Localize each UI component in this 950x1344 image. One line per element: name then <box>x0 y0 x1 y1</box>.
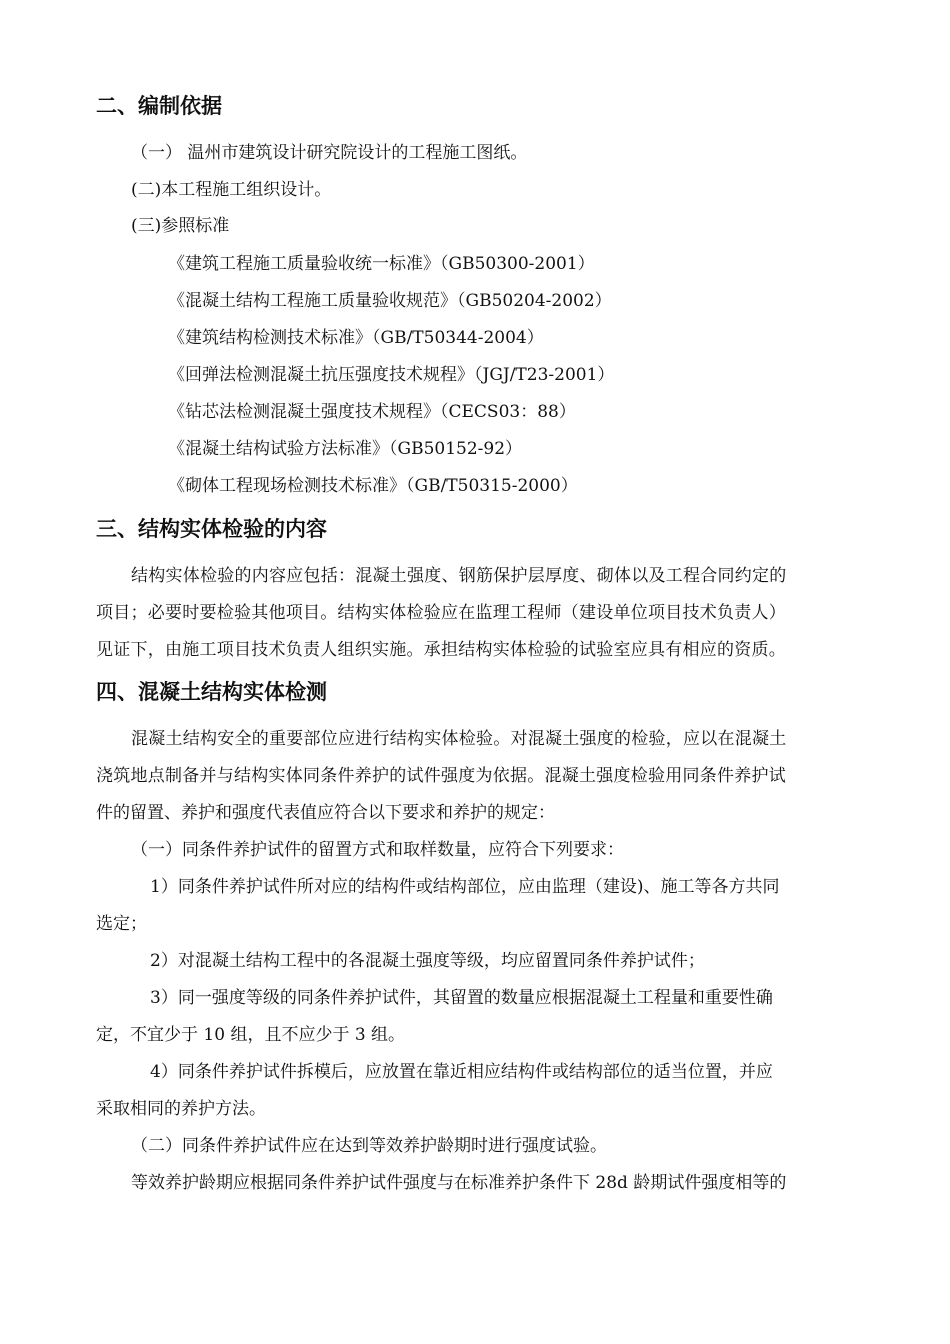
basis-item-3: (三)参照标准 <box>131 216 230 236</box>
standard-item: 《钻芯法检测混凝土强度技术规程》（CECS03：88） <box>168 402 576 422</box>
standard-item: 《回弹法检测混凝土抗压强度技术规程》（JGJ/T23-2001） <box>168 365 615 385</box>
standard-item: 《建筑结构检测技术标准》（GB/T50344-2004） <box>168 328 544 348</box>
section-heading-3: 三、结构实体检验的内容 <box>96 517 327 541</box>
requirement-3-cont: 定，不宜少于 10 组，且不应少于 3 组。 <box>96 1025 406 1045</box>
requirement-1: 1）同条件养护试件所对应的结构件或结构部位，应由监理（建设)、施工等各方共同 <box>150 877 780 897</box>
subsection-1: （一）同条件养护试件的留置方式和取样数量，应符合下列要求： <box>131 840 624 860</box>
subsection-2: （二）同条件养护试件应在达到等效养护龄期时进行强度试验。 <box>131 1136 607 1156</box>
requirement-4: 4）同条件养护试件拆模后，应放置在靠近相应结构件或结构部位的适当位置，并应 <box>150 1062 773 1082</box>
paragraph-line: 等效养护龄期应根据同条件养护试件强度与在标准养护条件下 28d 龄期试件强度相等的 <box>131 1173 787 1193</box>
requirement-2: 2）对混凝土结构工程中的各混凝土强度等级，均应留置同条件养护试件； <box>150 951 705 971</box>
section-heading-4: 四、混凝土结构实体检测 <box>96 680 327 704</box>
standard-item: 《混凝土结构工程施工质量验收规范》（GB50204-2002） <box>168 291 612 311</box>
requirement-3: 3）同一强度等级的同条件养护试件，其留置的数量应根据混凝土工程量和重要性确 <box>150 988 773 1008</box>
paragraph-line: 浇筑地点制备并与结构实体同条件养护的试件强度为依据。混凝土强度检验用同条件养护试 <box>96 766 786 786</box>
requirement-4-cont: 采取相同的养护方法。 <box>96 1099 266 1119</box>
paragraph-line: 结构实体检验的内容应包括：混凝土强度、钢筋保护层厚度、砌体以及工程合同约定的 <box>131 566 787 586</box>
requirement-1-cont: 选定； <box>96 914 147 934</box>
standard-item: 《混凝土结构试验方法标准》（GB50152-92） <box>168 439 523 459</box>
standard-item: 《建筑工程施工质量验收统一标准》（GB50300-2001） <box>168 254 595 274</box>
basis-item-2: (二)本工程施工组织设计。 <box>131 180 332 200</box>
paragraph-line: 混凝土结构安全的重要部位应进行结构实体检验。对混凝土强度的检验，应以在混凝土 <box>131 729 787 749</box>
basis-item-1: （一） 温州市建筑设计研究院设计的工程施工图纸。 <box>131 143 528 163</box>
section-heading-2: 二、编制依据 <box>96 94 222 118</box>
paragraph-line: 件的留置、养护和强度代表值应符合以下要求和养护的规定： <box>96 803 555 823</box>
paragraph-line: 项目；必要时要检验其他项目。结构实体检验应在监理工程师（建设单位项目技术负责人） <box>96 603 786 623</box>
paragraph-line: 见证下，由施工项目技术负责人组织实施。承担结构实体检验的试验室应具有相应的资质。 <box>96 640 786 660</box>
standard-item: 《砌体工程现场检测技术标准》（GB/T50315-2000） <box>168 476 578 496</box>
